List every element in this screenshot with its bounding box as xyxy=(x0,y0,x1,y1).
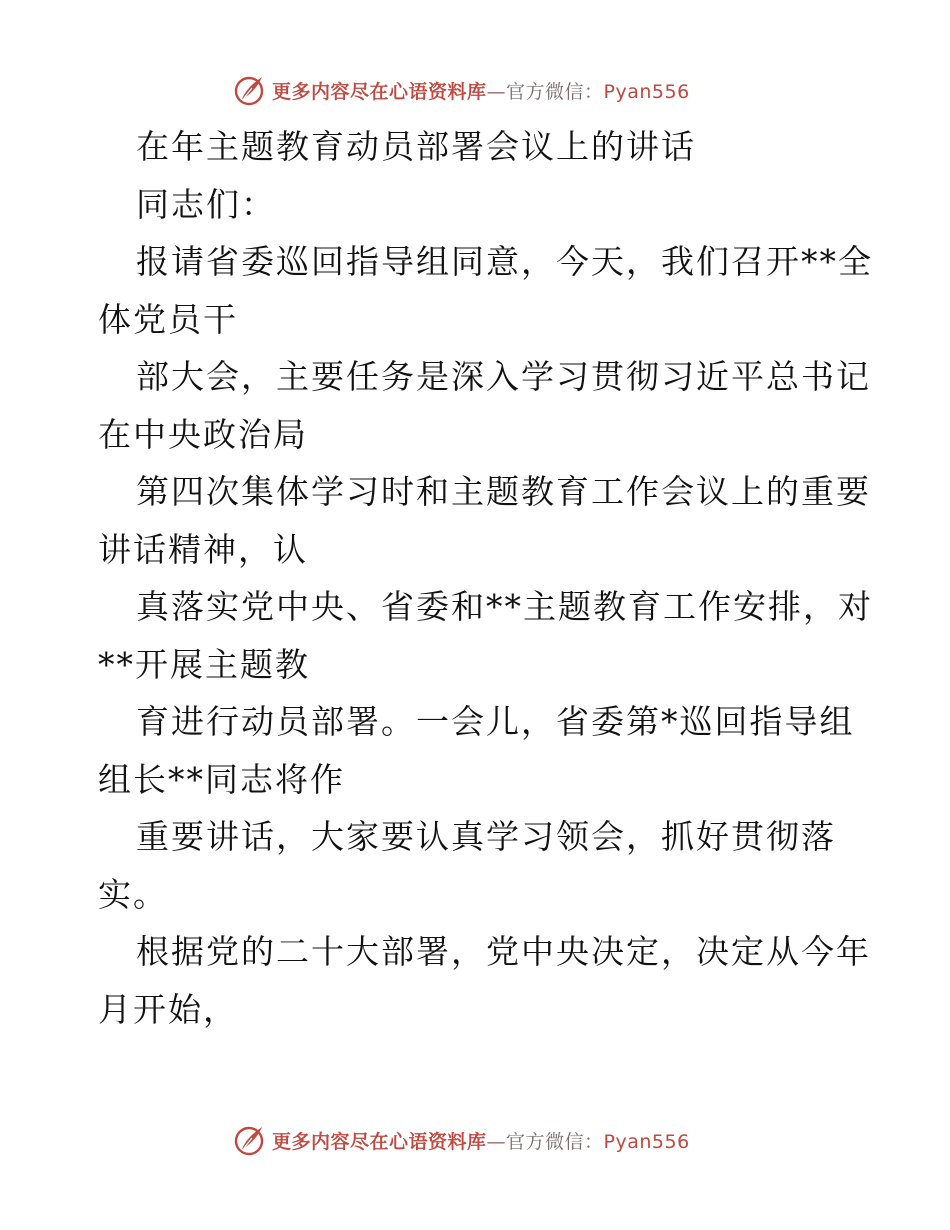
header-watermark xyxy=(232,70,712,110)
text-line: 报请省委巡回指导组同意，今天，我们召开**全 xyxy=(136,242,873,281)
watermark-wechat-label: 官方微信： xyxy=(506,1130,604,1153)
text-line: 在中央政治局 xyxy=(98,414,308,454)
text-line: 组长**同志将作 xyxy=(98,759,345,799)
text-line: **开展主题教 xyxy=(98,644,310,684)
watermark-brand: 更多内容尽在心语资料库 xyxy=(272,80,487,103)
text-line: 根据党的二十大部署，党中央决定，决定从今年 xyxy=(136,932,871,971)
watermark-wechat-label: 官方微信： xyxy=(506,80,604,103)
text-line: 真落实党中央、省委和**主题教育工作安排，对 xyxy=(136,587,873,626)
text-line: 第四次集体学习时和主题教育工作会议上的重要 xyxy=(136,472,871,511)
quill-logo-icon xyxy=(232,1122,268,1158)
text-line: 在年主题教育动员部署会议上的讲话 xyxy=(136,127,696,166)
text-line: 月开始， xyxy=(98,989,238,1029)
watermark-dash: — xyxy=(486,1130,507,1153)
text-line: 讲话精神，认 xyxy=(98,529,308,569)
text-line: 实。 xyxy=(98,874,168,914)
watermark-text xyxy=(272,77,690,104)
watermark-brand: 更多内容尽在心语资料库 xyxy=(272,1130,487,1153)
text-line: 重要讲话，大家要认真学习领会，抓好贯彻落 xyxy=(136,817,836,856)
text-line: 部大会，主要任务是深入学习贯彻习近平总书记 xyxy=(136,357,871,396)
watermark-text xyxy=(272,1127,690,1154)
watermark-dash: — xyxy=(486,80,507,103)
quill-logo-icon xyxy=(232,72,268,108)
text-line: 同志们： xyxy=(136,184,276,224)
text-line: 体党员干 xyxy=(98,299,238,339)
watermark-handle: Pyan556 xyxy=(603,80,690,103)
text-line: 育进行动员部署。一会儿，省委第*巡回指导组 xyxy=(136,702,855,741)
document-body xyxy=(98,118,873,1038)
footer-watermark xyxy=(232,1120,712,1160)
watermark-handle: Pyan556 xyxy=(603,1130,690,1153)
